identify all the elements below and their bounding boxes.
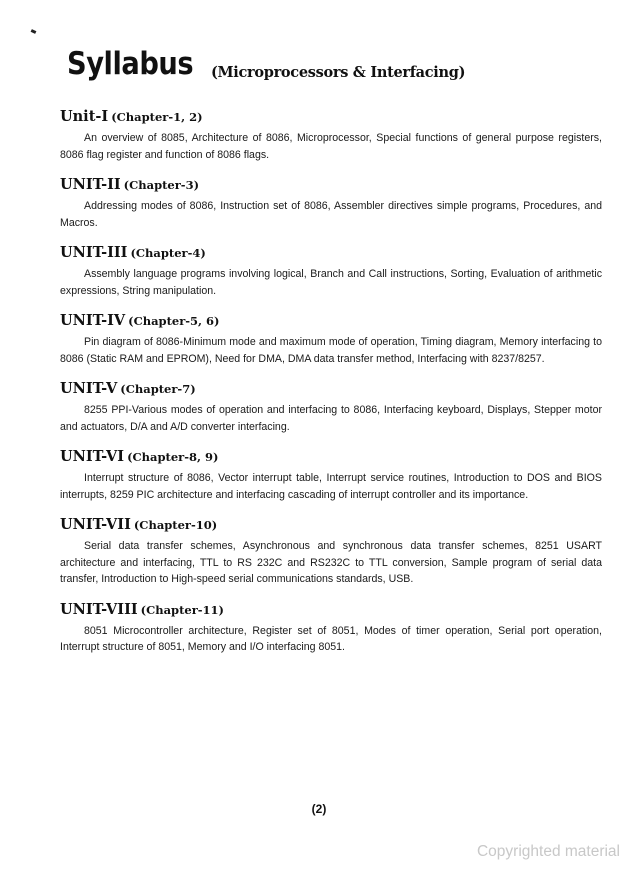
unit-heading [60, 600, 602, 620]
unit-description: 8051 Microcontroller architecture, Register set of 8051, Modes of timer operation, Serial port operation, Interrupt structure of 8051, Memory and I/O interfacing 8051. [60, 624, 602, 653]
page-number: (2) [311, 802, 327, 816]
unit-name: UNIT-II [60, 176, 121, 193]
unit-chapter: (Chapter-10) [133, 518, 218, 532]
unit-description: Interrupt structure of 8086, Vector interrupt table, Interrupt service routines, Introduction to DOS and BIOS interrupts, 8259 PIC architecture and interfacing cascading of interrupt controller and its importance. [60, 472, 602, 501]
unit-section [60, 600, 602, 656]
unit-name: Unit-I [60, 108, 109, 125]
units-list [60, 107, 602, 668]
unit-chapter: (Chapter-5, 6) [128, 314, 220, 328]
unit-name: UNIT-IV [60, 312, 126, 329]
title-row [67, 46, 466, 82]
unit-description: An overview of 8085, Architecture of 8086, Microprocessor, Special functions of general purpose registers, 8086 flag register and function of 8086 flags. [60, 132, 602, 161]
unit-description: 8255 PPI-Various modes of operation and interfacing to 8086, Interfacing keyboard, Displays, Stepper motor and actuators, D/A and A/D converter interfacing. [60, 404, 602, 433]
unit-description: Serial data transfer schemes, Asynchronous and synchronous data transfer schemes, 8251 USART architecture and interfacing, TTL to RS 232C and RS232C to TTL conversion, Sample program of serial data transfer, Introduction to High-speed serial communications standards, USB. [60, 540, 602, 585]
unit-name: UNIT-VII [60, 516, 131, 533]
unit-description: Pin diagram of 8086-Minimum mode and maximum mode of operation, Timing diagram, Memory interfacing to 8086 (Static RAM and EPROM), Need for DMA, DMA data transfer method, Interfacing with 8237/8257. [60, 336, 602, 365]
unit-section [60, 107, 602, 163]
page-title: Syllabus [67, 46, 194, 82]
unit-heading [60, 311, 602, 331]
unit-chapter: (Chapter-1, 2) [111, 110, 203, 124]
unit-heading [60, 175, 602, 195]
unit-heading [60, 107, 602, 127]
unit-section [60, 311, 602, 367]
unit-section [60, 447, 602, 503]
unit-section [60, 175, 602, 231]
unit-heading [60, 447, 602, 467]
unit-name: UNIT-III [60, 244, 128, 261]
unit-name: UNIT-V [60, 380, 118, 397]
unit-section [60, 243, 602, 299]
unit-chapter: (Chapter-8, 9) [127, 450, 219, 464]
unit-name: UNIT-VIII [60, 600, 138, 618]
unit-description: Addressing modes of 8086, Instruction set of 8086, Assembler directives simple programs, Procedures, and Macros. [60, 200, 602, 229]
copyright-watermark: Copyrighted material [476, 843, 620, 860]
unit-name: UNIT-VI [60, 448, 125, 465]
unit-section [60, 379, 602, 435]
unit-chapter: (Chapter-11) [140, 602, 224, 617]
unit-chapter: (Chapter-4) [130, 246, 206, 260]
scan-speck [31, 29, 37, 34]
unit-heading [60, 379, 602, 399]
unit-chapter: (Chapter-3) [123, 178, 200, 192]
unit-heading [60, 515, 602, 535]
unit-section [60, 515, 602, 588]
unit-description: Assembly language programs involving logical, Branch and Call instructions, Sorting, Evaluation of arithmetic expressions, String manipulation. [60, 268, 602, 297]
unit-heading [60, 243, 602, 263]
unit-chapter: (Chapter-7) [120, 382, 196, 396]
page-subtitle: (Microprocessors & Interfacing) [211, 64, 466, 81]
